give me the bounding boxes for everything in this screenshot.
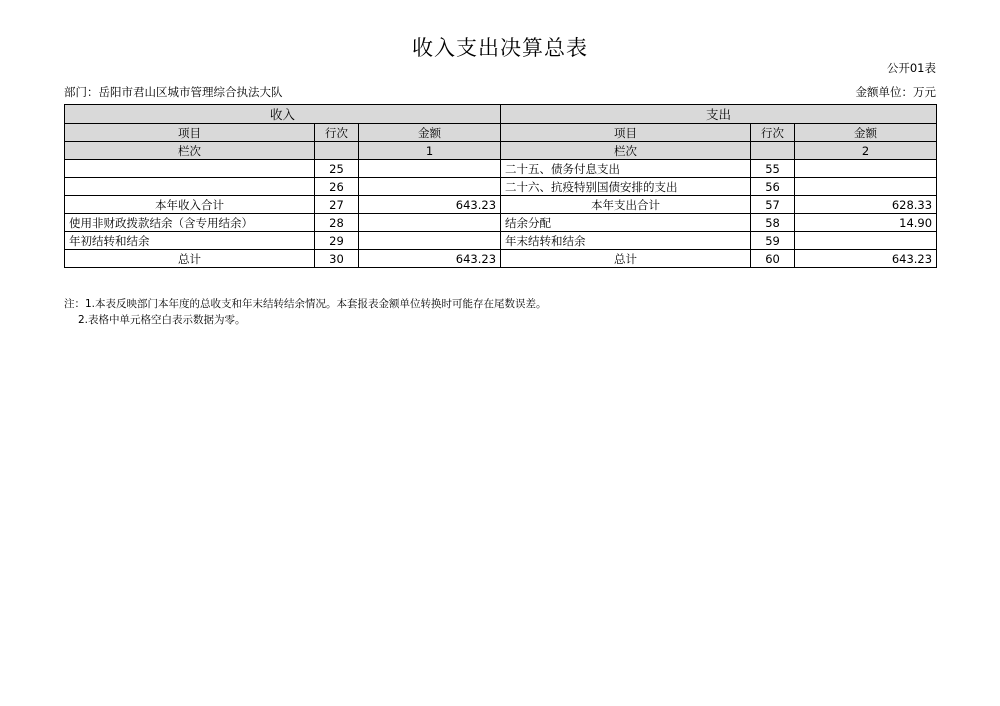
header-expenditure-amount: 金额 xyxy=(795,124,937,142)
table-row xyxy=(65,178,937,196)
header-expenditure-item: 项目 xyxy=(501,124,751,142)
expenditure-line: 60 xyxy=(751,250,795,268)
expenditure-item: 结余分配 xyxy=(501,214,751,232)
expenditure-amount xyxy=(795,232,937,250)
table-column-header-row xyxy=(65,124,937,142)
group-header-expenditure: 支出 xyxy=(501,105,937,124)
income-item xyxy=(65,178,315,196)
expenditure-item: 二十六、抗疫特别国债安排的支出 xyxy=(501,178,751,196)
column-number-expenditure-blank xyxy=(751,142,795,160)
income-line: 28 xyxy=(315,214,359,232)
expenditure-amount: 14.90 xyxy=(795,214,937,232)
income-line: 29 xyxy=(315,232,359,250)
table-notes xyxy=(64,296,547,329)
group-header-income: 收入 xyxy=(65,105,501,124)
header-expenditure-line: 行次 xyxy=(751,124,795,142)
expenditure-line: 55 xyxy=(751,160,795,178)
income-item: 使用非财政拨款结余（含专用结余） xyxy=(65,214,315,232)
income-line: 30 xyxy=(315,250,359,268)
income-item: 年初结转和结余 xyxy=(65,232,315,250)
department-label: 部门：岳阳市君山区城市管理综合执法大队 xyxy=(64,85,283,99)
note-line-1: 注：1.本表反映部门本年度的总收支和年末结转结余情况。本套报表金额单位转换时可能存在尾数误差。 xyxy=(64,298,547,310)
expenditure-item: 年末结转和结余 xyxy=(501,232,751,250)
income-amount xyxy=(359,214,501,232)
expenditure-amount: 628.33 xyxy=(795,196,937,214)
column-number-label-income: 栏次 xyxy=(65,142,315,160)
table-row xyxy=(65,250,937,268)
income-amount: 643.23 xyxy=(359,250,501,268)
income-amount xyxy=(359,178,501,196)
column-number-label-expenditure: 栏次 xyxy=(501,142,751,160)
income-item: 本年收入合计 xyxy=(65,196,315,214)
expenditure-amount xyxy=(795,160,937,178)
table-row xyxy=(65,160,937,178)
table-column-number-row xyxy=(65,142,937,160)
expenditure-item: 本年支出合计 xyxy=(501,196,751,214)
income-expenditure-table xyxy=(64,104,937,268)
form-code: 公开01表 xyxy=(886,61,936,75)
column-number-income: 1 xyxy=(359,142,501,160)
header-income-amount: 金额 xyxy=(359,124,501,142)
expenditure-line: 57 xyxy=(751,196,795,214)
income-line: 27 xyxy=(315,196,359,214)
income-item: 总计 xyxy=(65,250,315,268)
expenditure-item: 总计 xyxy=(501,250,751,268)
page-title: 收入支出决算总表 xyxy=(412,36,588,60)
income-amount xyxy=(359,232,501,250)
table-group-header-row xyxy=(65,105,937,124)
income-amount xyxy=(359,160,501,178)
table-row xyxy=(65,214,937,232)
table-row xyxy=(65,196,937,214)
income-line: 26 xyxy=(315,178,359,196)
header-income-item: 项目 xyxy=(65,124,315,142)
expenditure-amount: 643.23 xyxy=(795,250,937,268)
meta-row xyxy=(64,84,936,100)
column-number-expenditure: 2 xyxy=(795,142,937,160)
expenditure-line: 58 xyxy=(751,214,795,232)
expenditure-item: 二十五、债务付息支出 xyxy=(501,160,751,178)
income-amount: 643.23 xyxy=(359,196,501,214)
table-row xyxy=(65,232,937,250)
column-number-income-blank xyxy=(315,142,359,160)
header-income-line: 行次 xyxy=(315,124,359,142)
expenditure-line: 56 xyxy=(751,178,795,196)
expenditure-amount xyxy=(795,178,937,196)
expenditure-line: 59 xyxy=(751,232,795,250)
budget-table-container xyxy=(64,104,936,268)
income-item xyxy=(65,160,315,178)
amount-unit-label: 金额单位：万元 xyxy=(855,85,936,99)
income-line: 25 xyxy=(315,160,359,178)
note-line-2: 2.表格中单元格空白表示数据为零。 xyxy=(78,314,246,327)
